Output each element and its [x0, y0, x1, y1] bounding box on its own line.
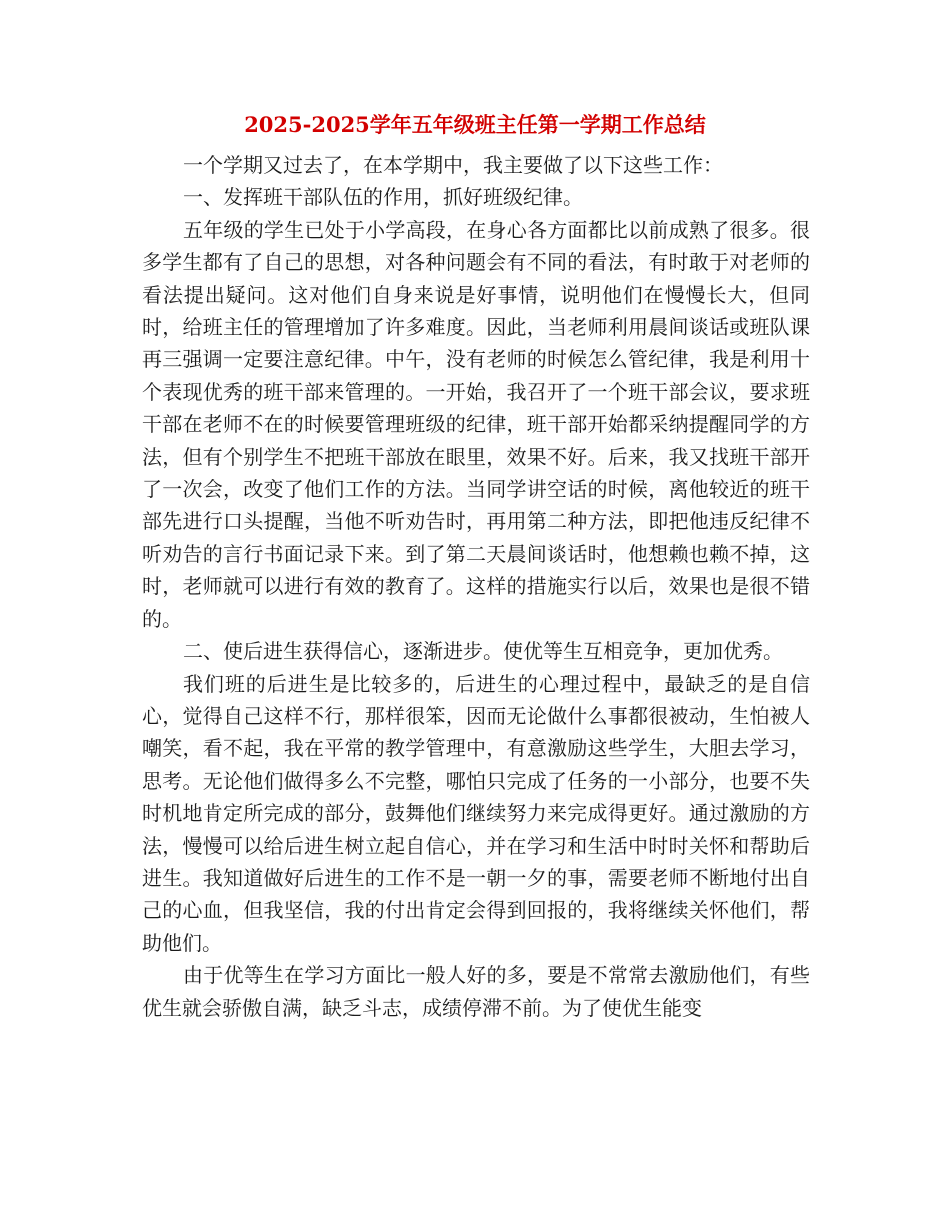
- paragraph-top-students: 由于优等生在学习方面比一般人好的多，要是不常常去激励他们，有些优生就会骄傲自满，缺乏斗志，成绩停滞不前。为了使优生能变: [142, 963, 810, 1020]
- paragraph-struggling-students: 我们班的后进生是比较多的，后进生的心理过程中，最缺乏的是自信心，觉得自己这样不行，那样很笨，因而无论做什么事都很被动，生怕被人嘲笑，看不起，我在平常的教学管理中，有意激励这些学生，大胆去学习，思考。无论他们做得多么不完整，哪怕只完成了任务的一小部分，也要不失时机地肯定所完成的部分，鼓舞他们继续努力来完成得更好。通过激励的方法，慢慢可以给后进生树立起自信心，并在学习和生活中时时关怀和帮助后进生。我知道做好后进生的工作不是一朝一夕的事，需要老师不断地付出自己的心血，但我坚信，我的付出肯定会得到回报的，我将继续关怀他们，帮助他们。: [142, 671, 810, 955]
- paragraph-discipline: 五年级的学生已处于小学高段，在身心各方面都比以前成熟了很多。很多学生都有了自己的思想，对各种问题会有不同的看法，有时敢于对老师的看法提出疑问。这对他们自身来说是好事情，说明他们在慢慢长大，但同时，给班主任的管理增加了许多难度。因此，当老师利用晨间谈话或班队课再三强调一定要注意纪律。中午，没有老师的时候怎么管纪律，我是利用十个表现优秀的班干部来管理的。一开始，我召开了一个班干部会议，要求班干部在老师不在的时候要管理班级的纪律，班干部开始都采纳提醒同学的方法，但有个别学生不把班干部放在眼里，效果不好。后来，我又找班干部开了一次会，改变了他们工作的方法。当同学讲空话的时候，离他较近的班干部先进行口头提醒，当他不听劝告时，再用第二种方法，即把他违反纪律不听劝告的言行书面记录下来。到了第二天晨间谈话时，他想赖也赖不掉，这时，老师就可以进行有效的教育了。这样的措施实行以后，效果也是很不错的。: [142, 217, 810, 631]
- document-title: 2025-2025学年五年级班主任第一学期工作总结: [244, 112, 706, 137]
- section-heading-2: 二、使后进生获得信心，逐渐进步。使优等生互相竞争，更加优秀。: [183, 639, 783, 664]
- paragraph-intro: 一个学期又过去了，在本学期中，我主要做了以下这些工作：: [183, 153, 723, 177]
- document-body: [142, 149, 810, 1024]
- section-heading-1: 一、发挥班干部队伍的作用，抓好班级纪律。: [183, 185, 583, 210]
